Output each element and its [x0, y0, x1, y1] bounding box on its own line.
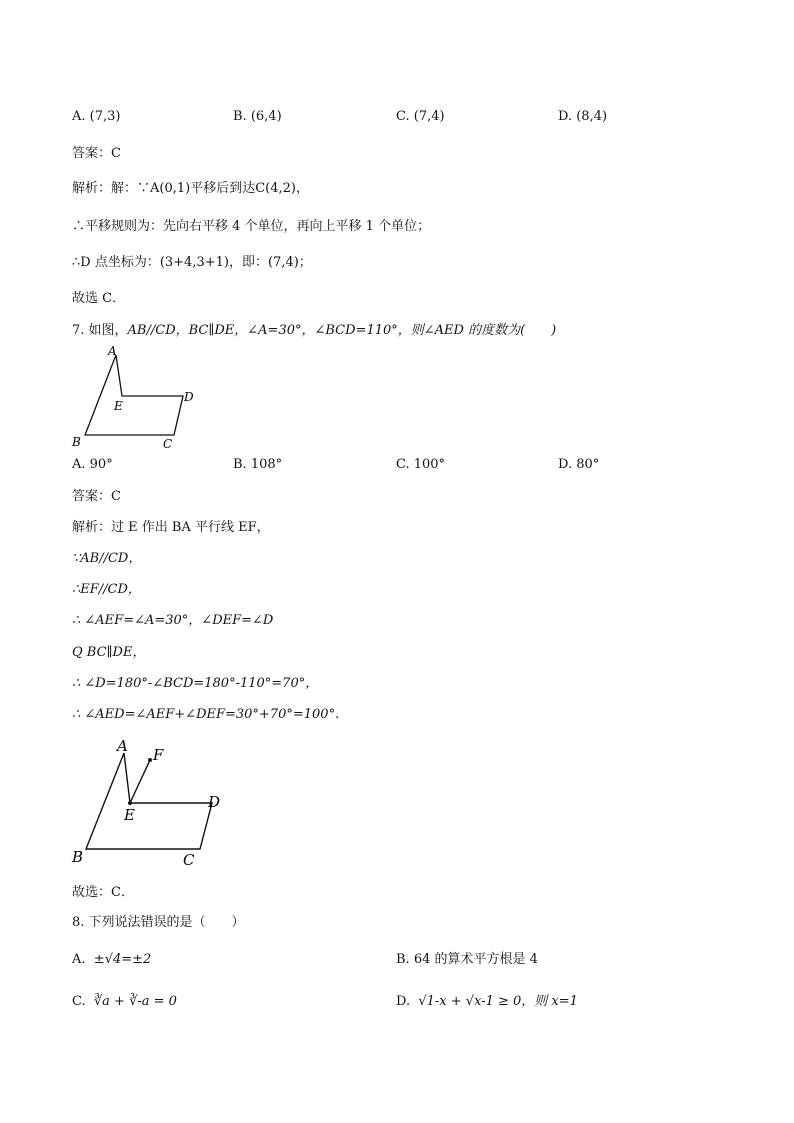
- q6-option-c: C. (7,4): [396, 109, 445, 124]
- q6-option-d: D. (8,4): [558, 109, 608, 124]
- fig2-label-a: A: [117, 737, 128, 755]
- q6-option-a: A. (7,3): [72, 109, 121, 124]
- fig2-label-b: B: [72, 848, 84, 866]
- q7-answer: 答案：C: [72, 489, 121, 504]
- q6-choose: 故选 C．: [72, 291, 126, 306]
- q6-solution-line-1: 解析：解：∵A(0,1)平移后到达C(4,2)，: [72, 181, 309, 196]
- fig1-label-b: B: [72, 435, 81, 449]
- q7-solution-line-4: ∴ ∠AEF=∠A=30°，∠DEF=∠D: [72, 613, 274, 628]
- fig2-label-f: F: [153, 746, 164, 764]
- q7-solution-line-3: ∴EF//CD，: [72, 582, 141, 597]
- q7-stem: [72, 322, 556, 340]
- q8-option-c-expression: ∛a + ∛-a = 0: [93, 994, 177, 1009]
- fig1-label-c: C: [163, 437, 173, 451]
- q8-option-a-expression: ±√4=±2: [93, 952, 152, 967]
- fig1-label-e: E: [114, 399, 123, 413]
- fig1-label-a: A: [108, 344, 117, 358]
- q7-option-c: C. 100°: [396, 457, 446, 472]
- fig2-label-d: D: [208, 793, 221, 811]
- q7-option-b: B. 108°: [233, 457, 283, 472]
- q8-option-d: [396, 993, 578, 1011]
- q6-answer: 答案：C: [72, 146, 121, 161]
- fig2-label-c: C: [183, 851, 195, 869]
- q7-option-a: A. 90°: [72, 457, 113, 472]
- q8-stem: 8. 下列说法错误的是（ ）: [72, 915, 245, 930]
- q7-option-d: D. 80°: [558, 457, 600, 472]
- q8-option-a-prefix: A.: [72, 952, 86, 967]
- q8-option-a: [72, 951, 151, 969]
- q7-solution-line-7: ∴ ∠AED=∠AEF+∠DEF=30°+70°=100°.: [72, 707, 340, 722]
- q8-option-c: [72, 993, 177, 1011]
- q8-option-c-prefix: C.: [72, 994, 86, 1009]
- q7-choose: 故选：C．: [72, 885, 134, 900]
- q7-stem-rest: AB//CD，BC∥DE，∠A=30°，∠BCD=110°，则∠AED 的度数为( ): [127, 323, 557, 338]
- q7-solution-line-1: 解析：过 E 作出 BA 平行线 EF，: [72, 520, 270, 535]
- q6-solution-line-3: ∴D 点坐标为：(3+4,3+1)，即：(7,4)；: [72, 255, 312, 270]
- q7-solution-line-5: Q BC∥DE，: [72, 645, 146, 660]
- q7-figure-1: [70, 342, 210, 454]
- q6-solution-line-2: ∴平移规则为：先向右平移 4 个单位，再向上平移 1 个单位；: [72, 219, 431, 234]
- q7-stem-prefix: 7. 如图，: [72, 323, 128, 338]
- q8-option-b: B. 64 的算术平方根是 4: [396, 952, 538, 967]
- fig2-label-e: E: [124, 806, 135, 824]
- q7-figure-2: [66, 735, 236, 875]
- q8-option-d-expression: √1-x + √x-1 ≥ 0，则 x=1: [418, 994, 578, 1009]
- q7-solution-line-6: ∴ ∠D=180°-∠BCD=180°-110°=70°，: [72, 676, 319, 691]
- q7-solution-line-2: ∵AB//CD，: [72, 551, 142, 566]
- fig1-label-d: D: [184, 390, 194, 404]
- q6-option-b: B. (6,4): [233, 109, 282, 124]
- q8-option-d-prefix: D.: [396, 994, 411, 1009]
